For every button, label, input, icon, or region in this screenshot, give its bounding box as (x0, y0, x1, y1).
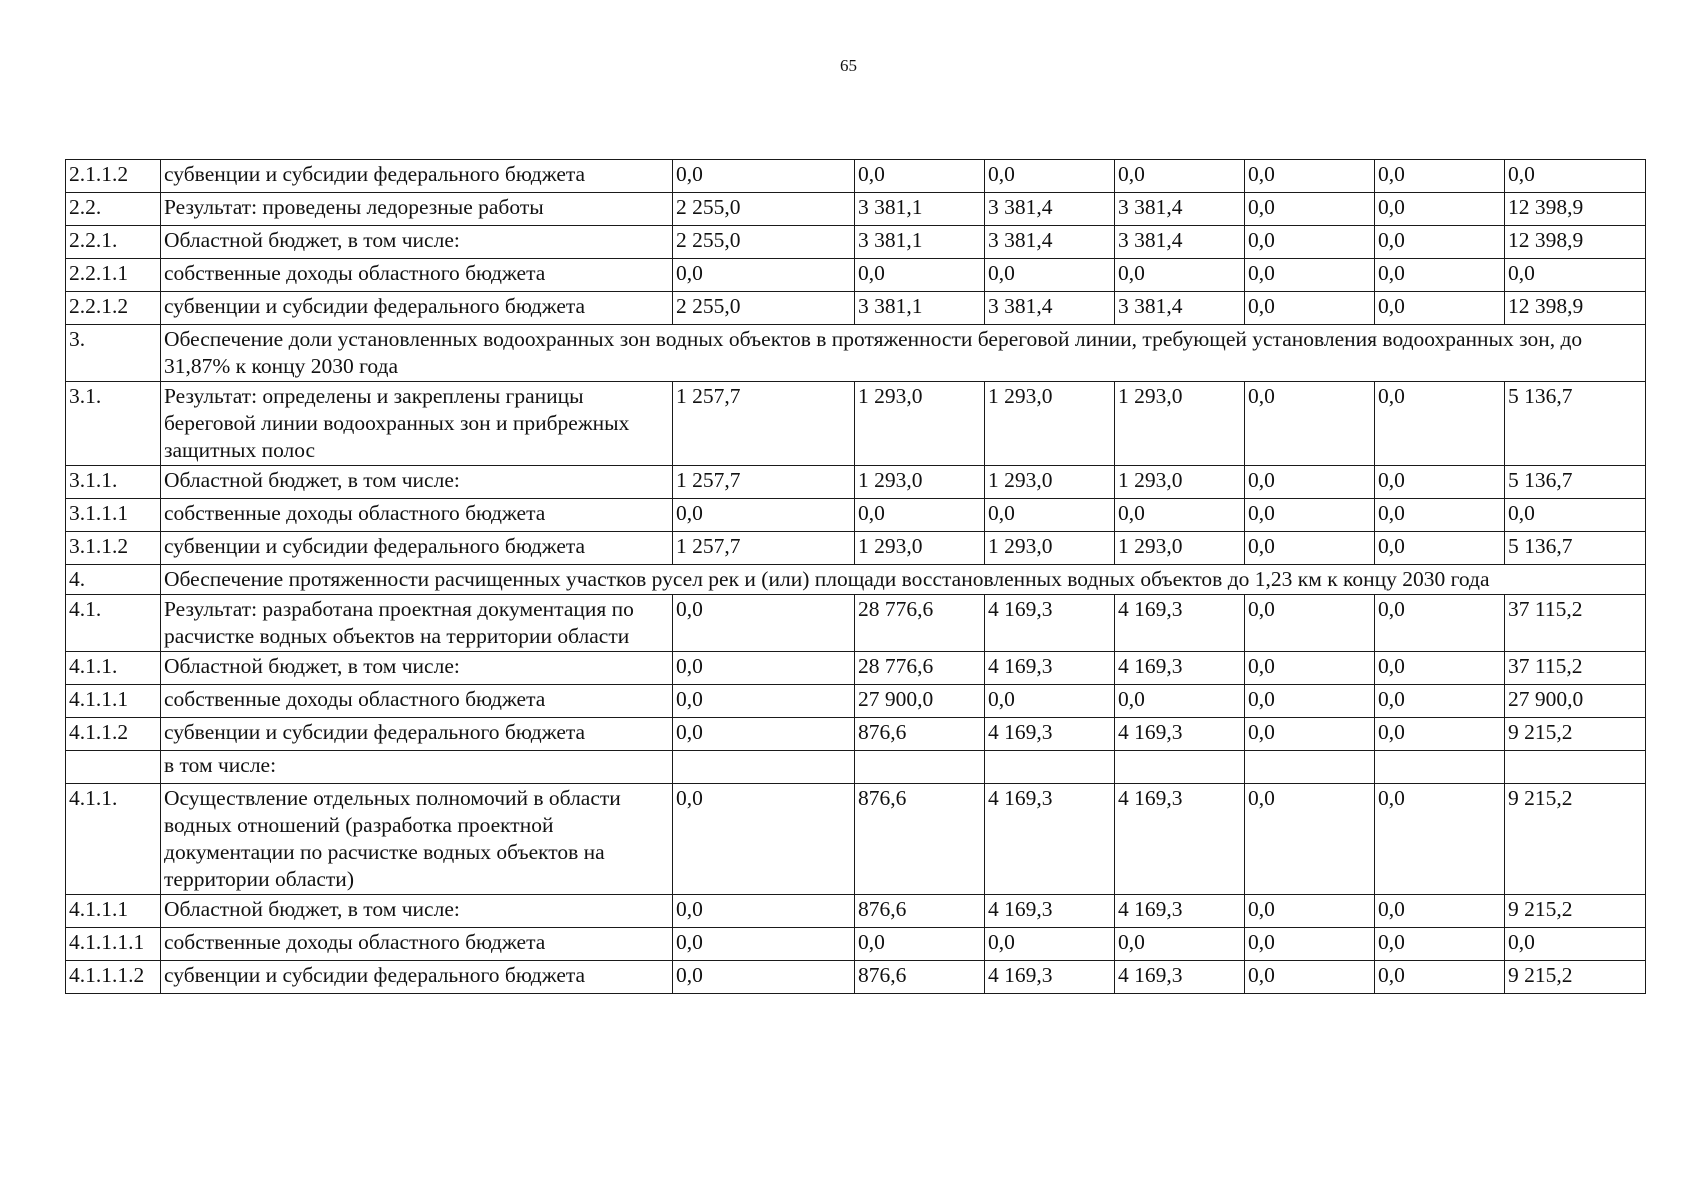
value-cell-6: 0,0 (1375, 292, 1505, 325)
value-cell-7: 12 398,9 (1505, 226, 1646, 259)
value-cell-6: 0,0 (1375, 928, 1505, 961)
value-cell-5: 0,0 (1245, 895, 1375, 928)
value-cell-6: 0,0 (1375, 784, 1505, 895)
value-cell-4: 0,0 (1115, 259, 1245, 292)
section-title-cell: Обеспечение доли установленных водоохранных зон водных объектов в протяженности береговой линии, требующей установления водоохранных зон, до 31,87% к концу 2030 года (161, 325, 1646, 382)
row-code-cell: 2.2.1.2 (66, 292, 161, 325)
value-cell-7: 0,0 (1505, 259, 1646, 292)
row-name-cell: субвенции и субсидии федерального бюджета (161, 292, 673, 325)
value-cell-2: 3 381,1 (855, 193, 985, 226)
value-cell-7: 27 900,0 (1505, 685, 1646, 718)
value-cell-4: 4 169,3 (1115, 961, 1245, 994)
value-cell-5: 0,0 (1245, 961, 1375, 994)
value-cell-6: 0,0 (1375, 259, 1505, 292)
value-cell-6: 0,0 (1375, 652, 1505, 685)
table-row (66, 784, 1646, 895)
value-cell-3: 4 169,3 (985, 652, 1115, 685)
table-row (66, 160, 1646, 193)
value-cell-7 (1505, 751, 1646, 784)
value-cell-1: 0,0 (673, 928, 855, 961)
value-cell-3: 4 169,3 (985, 784, 1115, 895)
value-cell-3: 4 169,3 (985, 895, 1115, 928)
value-cell-3: 1 293,0 (985, 466, 1115, 499)
value-cell-5: 0,0 (1245, 382, 1375, 466)
row-name-cell: в том числе: (161, 751, 673, 784)
value-cell-5: 0,0 (1245, 652, 1375, 685)
value-cell-4: 0,0 (1115, 685, 1245, 718)
value-cell-1: 0,0 (673, 595, 855, 652)
value-cell-6: 0,0 (1375, 685, 1505, 718)
table-row (66, 382, 1646, 466)
row-code-cell: 4.1.1.1 (66, 895, 161, 928)
value-cell-2: 876,6 (855, 784, 985, 895)
row-code-cell: 4.1.1.2 (66, 718, 161, 751)
table-row (66, 259, 1646, 292)
budget-table (65, 159, 1646, 994)
value-cell-2: 0,0 (855, 499, 985, 532)
value-cell-7: 9 215,2 (1505, 718, 1646, 751)
budget-table-body (66, 160, 1646, 994)
row-name-cell: Областной бюджет, в том числе: (161, 652, 673, 685)
value-cell-2: 27 900,0 (855, 685, 985, 718)
value-cell-3: 0,0 (985, 928, 1115, 961)
row-code-cell: 2.2.1. (66, 226, 161, 259)
value-cell-7: 12 398,9 (1505, 193, 1646, 226)
table-row (66, 928, 1646, 961)
row-name-cell: Областной бюджет, в том числе: (161, 895, 673, 928)
section-row (66, 325, 1646, 382)
value-cell-7: 5 136,7 (1505, 466, 1646, 499)
row-code-cell: 2.2. (66, 193, 161, 226)
row-name-cell: Осуществление отдельных полномочий в области водных отношений (разработка проектной документации по расчистке водных объектов на территории области) (161, 784, 673, 895)
value-cell-2: 876,6 (855, 961, 985, 994)
row-code-cell: 4.1. (66, 595, 161, 652)
value-cell-3: 3 381,4 (985, 193, 1115, 226)
value-cell-5: 0,0 (1245, 532, 1375, 565)
row-name-cell: Результат: разработана проектная документация по расчистке водных объектов на территории области (161, 595, 673, 652)
value-cell-7: 0,0 (1505, 160, 1646, 193)
row-name-cell: субвенции и субсидии федерального бюджета (161, 718, 673, 751)
value-cell-1: 2 255,0 (673, 292, 855, 325)
value-cell-1: 0,0 (673, 685, 855, 718)
value-cell-3: 3 381,4 (985, 292, 1115, 325)
row-code-cell: 4.1.1.1.1 (66, 928, 161, 961)
value-cell-6 (1375, 751, 1505, 784)
row-name-cell: собственные доходы областного бюджета (161, 928, 673, 961)
value-cell-5: 0,0 (1245, 685, 1375, 718)
table-row (66, 532, 1646, 565)
value-cell-7: 5 136,7 (1505, 532, 1646, 565)
row-code-cell: 4.1.1. (66, 784, 161, 895)
value-cell-6: 0,0 (1375, 466, 1505, 499)
value-cell-5: 0,0 (1245, 595, 1375, 652)
table-row (66, 193, 1646, 226)
value-cell-4: 3 381,4 (1115, 193, 1245, 226)
row-code-cell: 3.1.1.1 (66, 499, 161, 532)
value-cell-2: 28 776,6 (855, 595, 985, 652)
value-cell-1: 0,0 (673, 961, 855, 994)
value-cell-2 (855, 751, 985, 784)
row-name-cell: собственные доходы областного бюджета (161, 259, 673, 292)
value-cell-4 (1115, 751, 1245, 784)
table-row (66, 652, 1646, 685)
value-cell-2: 0,0 (855, 160, 985, 193)
value-cell-7: 9 215,2 (1505, 961, 1646, 994)
value-cell-5: 0,0 (1245, 292, 1375, 325)
value-cell-1: 0,0 (673, 160, 855, 193)
value-cell-6: 0,0 (1375, 160, 1505, 193)
table-row (66, 961, 1646, 994)
value-cell-6: 0,0 (1375, 193, 1505, 226)
value-cell-4: 0,0 (1115, 499, 1245, 532)
value-cell-3: 0,0 (985, 259, 1115, 292)
value-cell-3: 1 293,0 (985, 382, 1115, 466)
value-cell-5: 0,0 (1245, 928, 1375, 961)
value-cell-4: 0,0 (1115, 160, 1245, 193)
row-name-cell: субвенции и субсидии федерального бюджета (161, 961, 673, 994)
value-cell-5 (1245, 751, 1375, 784)
value-cell-7: 12 398,9 (1505, 292, 1646, 325)
value-cell-4: 1 293,0 (1115, 466, 1245, 499)
value-cell-2: 1 293,0 (855, 532, 985, 565)
value-cell-7: 37 115,2 (1505, 595, 1646, 652)
table-row (66, 685, 1646, 718)
value-cell-6: 0,0 (1375, 532, 1505, 565)
value-cell-1: 0,0 (673, 499, 855, 532)
row-name-cell: Областной бюджет, в том числе: (161, 466, 673, 499)
value-cell-5: 0,0 (1245, 259, 1375, 292)
row-name-cell: Результат: проведены ледорезные работы (161, 193, 673, 226)
row-code-cell: 2.1.1.2 (66, 160, 161, 193)
value-cell-4: 0,0 (1115, 928, 1245, 961)
row-code-cell: 3.1. (66, 382, 161, 466)
value-cell-7: 0,0 (1505, 499, 1646, 532)
value-cell-2: 1 293,0 (855, 382, 985, 466)
value-cell-7: 9 215,2 (1505, 895, 1646, 928)
value-cell-2: 876,6 (855, 895, 985, 928)
value-cell-3: 4 169,3 (985, 961, 1115, 994)
table-row (66, 499, 1646, 532)
value-cell-4: 3 381,4 (1115, 292, 1245, 325)
page-number: 65 (840, 56, 857, 75)
row-name-cell: Областной бюджет, в том числе: (161, 226, 673, 259)
value-cell-6: 0,0 (1375, 961, 1505, 994)
value-cell-3: 4 169,3 (985, 718, 1115, 751)
value-cell-4: 4 169,3 (1115, 718, 1245, 751)
section-row (66, 565, 1646, 595)
value-cell-7: 0,0 (1505, 928, 1646, 961)
value-cell-4: 4 169,3 (1115, 595, 1245, 652)
row-code-cell: 3. (66, 325, 161, 382)
value-cell-5: 0,0 (1245, 193, 1375, 226)
row-code-cell: 3.1.1.2 (66, 532, 161, 565)
table-row (66, 751, 1646, 784)
section-title-cell: Обеспечение протяженности расчищенных участков русел рек и (или) площади восстановленных водных объектов до 1,23 км к концу 2030 года (161, 565, 1646, 595)
value-cell-1: 0,0 (673, 895, 855, 928)
value-cell-6: 0,0 (1375, 382, 1505, 466)
value-cell-7: 9 215,2 (1505, 784, 1646, 895)
value-cell-1: 0,0 (673, 718, 855, 751)
row-name-cell: собственные доходы областного бюджета (161, 499, 673, 532)
value-cell-1: 0,0 (673, 784, 855, 895)
value-cell-3: 3 381,4 (985, 226, 1115, 259)
value-cell-5: 0,0 (1245, 784, 1375, 895)
value-cell-3: 0,0 (985, 685, 1115, 718)
value-cell-2: 1 293,0 (855, 466, 985, 499)
value-cell-4: 1 293,0 (1115, 382, 1245, 466)
value-cell-4: 4 169,3 (1115, 784, 1245, 895)
value-cell-4: 4 169,3 (1115, 652, 1245, 685)
value-cell-5: 0,0 (1245, 226, 1375, 259)
value-cell-5: 0,0 (1245, 160, 1375, 193)
value-cell-2: 0,0 (855, 928, 985, 961)
value-cell-1 (673, 751, 855, 784)
value-cell-2: 3 381,1 (855, 292, 985, 325)
value-cell-3: 0,0 (985, 499, 1115, 532)
row-code-cell: 2.2.1.1 (66, 259, 161, 292)
row-code-cell: 4.1.1. (66, 652, 161, 685)
value-cell-3 (985, 751, 1115, 784)
value-cell-7: 37 115,2 (1505, 652, 1646, 685)
row-name-cell: собственные доходы областного бюджета (161, 685, 673, 718)
value-cell-6: 0,0 (1375, 895, 1505, 928)
table-row (66, 226, 1646, 259)
value-cell-1: 2 255,0 (673, 193, 855, 226)
value-cell-1: 0,0 (673, 259, 855, 292)
value-cell-5: 0,0 (1245, 499, 1375, 532)
value-cell-1: 1 257,7 (673, 466, 855, 499)
row-code-cell: 3.1.1. (66, 466, 161, 499)
value-cell-5: 0,0 (1245, 466, 1375, 499)
value-cell-3: 0,0 (985, 160, 1115, 193)
table-row (66, 466, 1646, 499)
value-cell-3: 1 293,0 (985, 532, 1115, 565)
row-code-cell (66, 751, 161, 784)
value-cell-1: 1 257,7 (673, 532, 855, 565)
value-cell-4: 1 293,0 (1115, 532, 1245, 565)
value-cell-4: 4 169,3 (1115, 895, 1245, 928)
value-cell-4: 3 381,4 (1115, 226, 1245, 259)
table-row (66, 292, 1646, 325)
row-code-cell: 4.1.1.1.2 (66, 961, 161, 994)
value-cell-2: 0,0 (855, 259, 985, 292)
row-code-cell: 4.1.1.1 (66, 685, 161, 718)
table-row (66, 595, 1646, 652)
row-name-cell: Результат: определены и закреплены границы береговой линии водоохранных зон и прибрежных защитных полос (161, 382, 673, 466)
value-cell-1: 2 255,0 (673, 226, 855, 259)
value-cell-6: 0,0 (1375, 595, 1505, 652)
value-cell-6: 0,0 (1375, 718, 1505, 751)
value-cell-7: 5 136,7 (1505, 382, 1646, 466)
row-name-cell: субвенции и субсидии федерального бюджета (161, 532, 673, 565)
value-cell-5: 0,0 (1245, 718, 1375, 751)
value-cell-1: 1 257,7 (673, 382, 855, 466)
value-cell-2: 28 776,6 (855, 652, 985, 685)
value-cell-2: 876,6 (855, 718, 985, 751)
table-row (66, 718, 1646, 751)
row-code-cell: 4. (66, 565, 161, 595)
value-cell-2: 3 381,1 (855, 226, 985, 259)
value-cell-6: 0,0 (1375, 226, 1505, 259)
row-name-cell: субвенции и субсидии федерального бюджета (161, 160, 673, 193)
value-cell-3: 4 169,3 (985, 595, 1115, 652)
value-cell-1: 0,0 (673, 652, 855, 685)
value-cell-6: 0,0 (1375, 499, 1505, 532)
table-row (66, 895, 1646, 928)
